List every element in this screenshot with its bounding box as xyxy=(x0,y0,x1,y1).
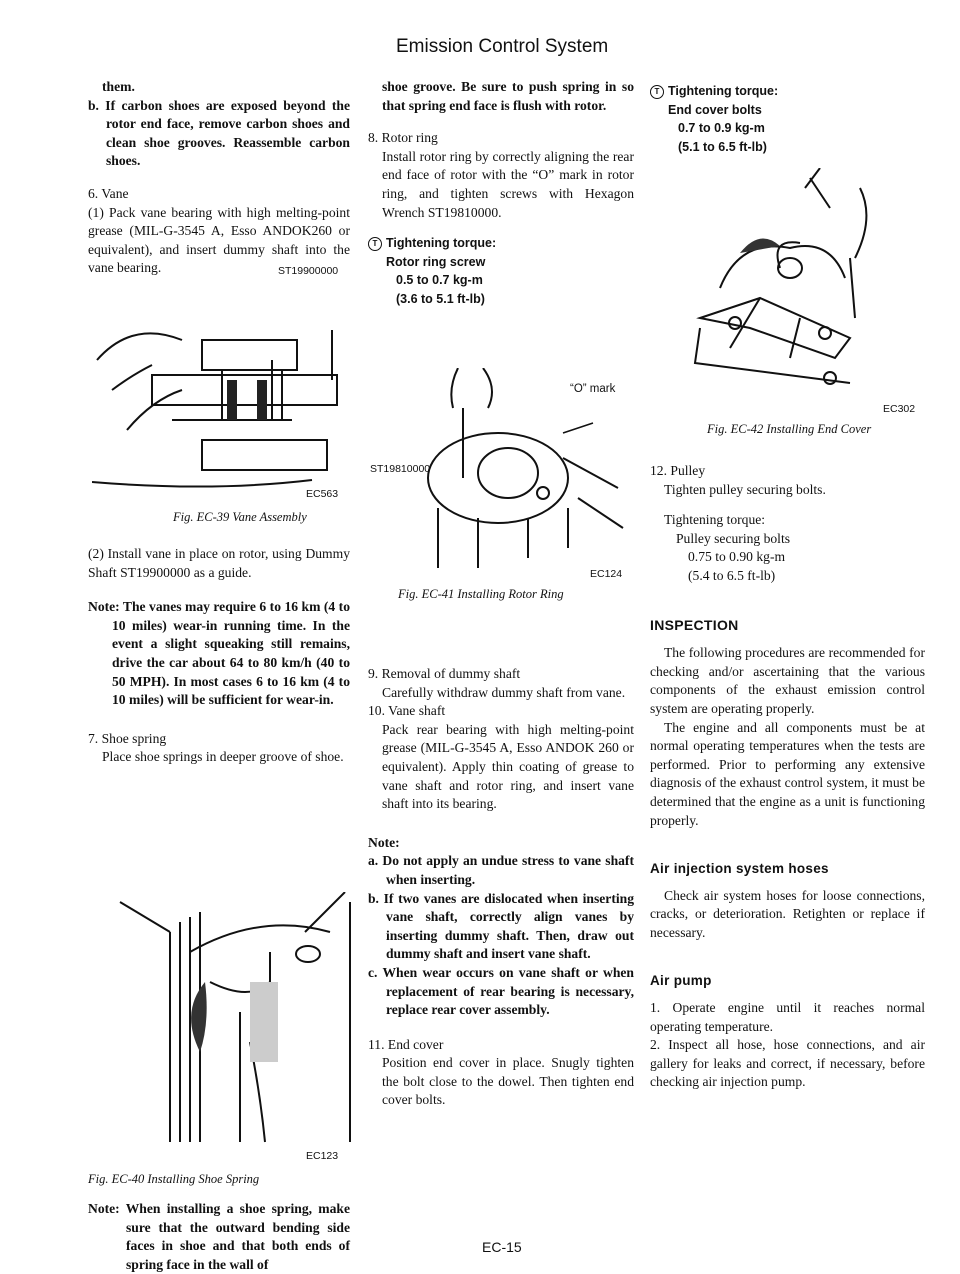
fig39-caption: Fig. EC-39 Vane Assembly xyxy=(173,510,307,524)
paragraph-air-pump-1: 1. Operate engine until it reaches normal operating temperature. xyxy=(650,1000,925,1034)
column-3 xyxy=(650,82,925,156)
paragraph-pulley: Tighten pulley securing bolts. xyxy=(664,481,826,497)
torque-title: Tightening torque: xyxy=(668,84,779,98)
section-heading-air-pump: Air pump xyxy=(650,973,712,989)
fig41-caption: Fig. EC-41 Installing Rotor Ring xyxy=(398,587,564,601)
paragraph-install-vane: (2) Install vane in place on rotor, using Dummy Shaft ST19900000 as a guide. xyxy=(88,546,350,580)
fig41-code: EC124 xyxy=(590,568,623,580)
note-b: b. If two vanes are dislocated when inserting vane shaft, correctly align vanes by inserting dummy shaft. Then, draw out dummy shaft and insert vane shaft. xyxy=(368,890,634,962)
heading-shoe-spring: 7. Shoe spring xyxy=(88,730,167,746)
torque-item: End cover bolts xyxy=(668,102,762,117)
note-c: c. When wear occurs on vane shaft or when replacement of rear bearing is necessary, replace rear cover assembly. xyxy=(368,964,634,1018)
text-shoe-groove: shoe groove. Be sure to push spring in so that spring end face is flush with rotor. xyxy=(382,79,634,113)
torque-value-ftlb: (5.1 to 6.5 ft-lb) xyxy=(678,139,767,154)
paragraph-vane-shaft: Pack rear bearing with high melting-point grease (MIL-G-3545 A, Esso ANDOK 260 or equivalent). Apply thin coating of grease to vane shaft and rotor ring, and insert vane shaft into its bearing. xyxy=(382,721,634,812)
heading-remove-dummy: 9. Removal of dummy shaft xyxy=(368,666,521,681)
torque-value-kgm: 0.75 to 0.90 kg-m xyxy=(688,549,786,565)
fig42-caption: Fig. EC-42 Installing End Cover xyxy=(707,422,872,436)
torque-value-kgm: 0.5 to 0.7 kg-m xyxy=(396,273,483,288)
column-3-b xyxy=(650,462,925,1092)
paragraph-air-pump-2: 2. Inspect all hose, hose connections, and air gallery for leaks and correct, if necessary, before checking air injection pump. xyxy=(650,1037,925,1090)
paragraph-shoe-spring: Place shoe springs in deeper groove of shoe. xyxy=(102,749,344,765)
paragraph-rotor-ring: Install rotor ring by correctly aligning the rear end face of rotor with the “O” mark in rotor ring, and tighten screws with Hexagon Wrench ST19810000. xyxy=(382,148,634,220)
fig39-part-label: ST19900000 xyxy=(278,265,339,277)
note-heading: Note: xyxy=(368,834,400,850)
fig41-part-label: ST19810000 xyxy=(370,463,431,475)
paragraph-air-hoses: Check air system hoses for loose connections, cracks, or deterioration. Retighten or replace if necessary. xyxy=(650,887,925,940)
page-number: EC-15 xyxy=(482,1239,522,1255)
note-shoe-spring: Note: When installing a shoe spring, make sure that the outward bending side faces in shoe and that both ends of spring face in the wall of xyxy=(88,1201,350,1272)
torque-title: Tightening torque: xyxy=(664,512,766,528)
paragraph-inspection-1: The following procedures are recommended for checking and/or ascertaining that the various components of the exhaust emission control system are operating properly. xyxy=(650,645,925,716)
section-heading-inspection: INSPECTION xyxy=(650,616,739,633)
torque-spec-end-cover xyxy=(650,82,925,156)
column-1 xyxy=(88,78,350,278)
fig42-code: EC302 xyxy=(883,403,916,415)
heading-end-cover: 11. End cover xyxy=(368,1036,444,1052)
column-1-b xyxy=(88,545,350,767)
figure-end-cover xyxy=(660,168,926,388)
torque-value-ftlb: (5.4 to 6.5 ft-lb) xyxy=(688,567,776,583)
fig39-code: EC563 xyxy=(306,488,339,500)
paragraph-end-cover: Position end cover in place. Snugly tighten the bolt close to the dowel. Then tighten end cover bolts. xyxy=(382,1055,634,1108)
torque-title: Tightening torque: xyxy=(386,236,497,251)
note-b-carbon-shoes: b. If carbon shoes are exposed beyond the rotor end face, remove carbon shoes and clean shoe grooves. Reassemble carbon shoes. xyxy=(88,97,350,169)
torque-wrench-icon: T xyxy=(368,237,382,251)
heading-vane-shaft: 10. Vane shaft xyxy=(368,703,446,719)
torque-item: Rotor ring screw xyxy=(386,254,486,269)
figure-shoe-spring xyxy=(90,892,352,1162)
section-heading-air-hoses: Air injection system hoses xyxy=(650,861,829,877)
page-title: Emission Control System xyxy=(396,36,609,57)
fig40-code: EC123 xyxy=(306,1150,339,1162)
heading-pulley: 12. Pulley xyxy=(650,463,706,478)
heading-rotor-ring: 8. Rotor ring xyxy=(368,130,438,146)
torque-spec-pulley xyxy=(650,511,925,585)
heading-vane: 6. Vane xyxy=(88,185,129,201)
torque-wrench-icon: T xyxy=(650,85,664,99)
text-continued: them. xyxy=(102,79,135,94)
torque-spec-rotor xyxy=(368,234,634,308)
torque-value-ftlb: (3.6 to 5.1 ft-lb) xyxy=(396,291,485,306)
torque-item: Pulley securing bolts xyxy=(676,530,791,546)
fig41-o-mark: “O” mark xyxy=(570,383,616,395)
paragraph-inspection-2: The engine and all components must be at normal operating temperatures when the tests are performed. Prior to performing any extensive diagnosis of the exhaust control system, it must be determined that the engine as a unit is functioning properly. xyxy=(650,719,925,828)
paragraph-pack-vane: (1) Pack vane bearing with high melting-point grease (MIL-G-3545 A, Esso ANDOK260 or equivalent), and insert dummy shaft into the vane bearing. xyxy=(88,204,350,276)
torque-value-kgm: 0.7 to 0.9 kg-m xyxy=(678,121,765,136)
note-wear-in: Note: The vanes may require 6 to 16 km (4 to 10 miles) wear-in running time. In the event a slight squeaking still remains, drive the car about 64 to 80 km/h (40 to 50 MPH). In most cases 6 to 16 km (4 to 10 miles) will be sufficient for wear-in. xyxy=(88,599,350,708)
note-a: a. Do not apply an undue stress to vane shaft when inserting. xyxy=(368,853,634,887)
fig40-caption: Fig. EC-40 Installing Shoe Spring xyxy=(88,1172,260,1186)
column-2 xyxy=(368,78,634,309)
paragraph-remove-dummy: Carefully withdraw dummy shaft from vane. xyxy=(382,684,626,700)
column-1-c xyxy=(88,1200,350,1274)
column-2-b xyxy=(368,665,634,1110)
